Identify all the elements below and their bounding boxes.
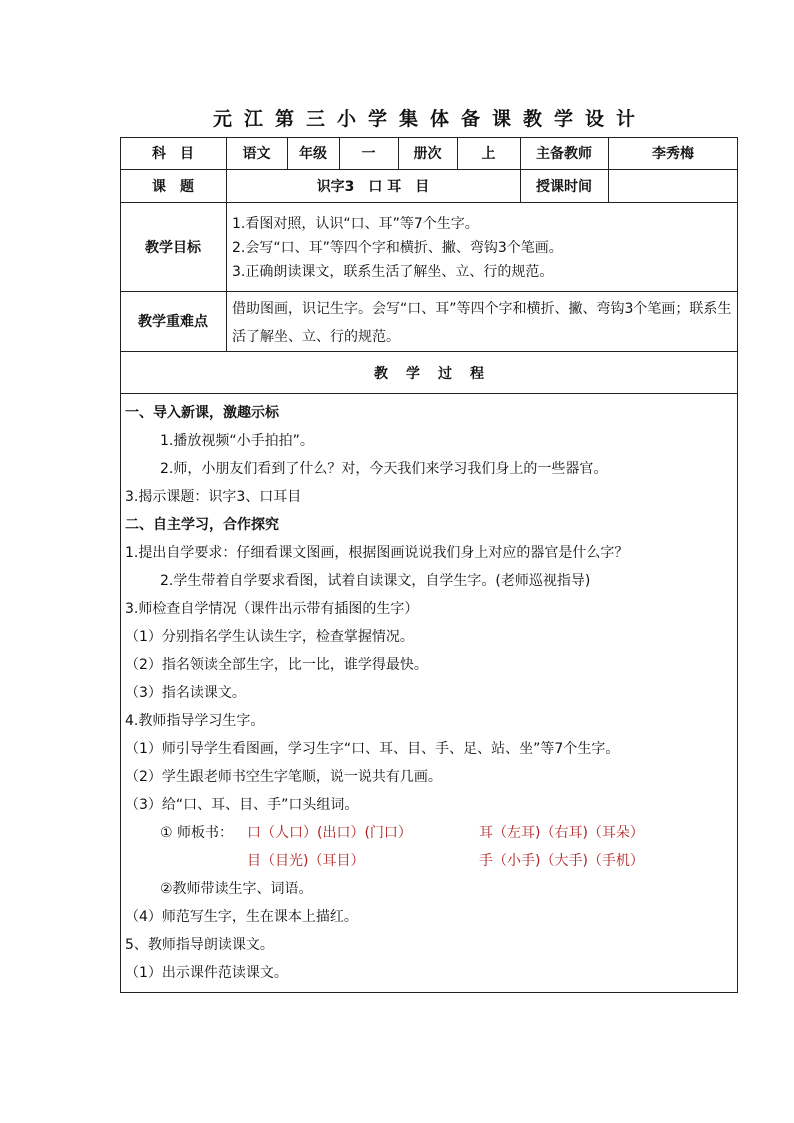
process-line: （3）指名读课文。	[125, 685, 246, 701]
process-line: 3.师检查自学情况（课件出示带有插图的生字）	[125, 601, 419, 617]
volume-value: 上	[481, 146, 496, 162]
process-line: （2）指名领读全部生字，比一比，谁学得最快。	[125, 657, 428, 673]
board-word-shou: 手（小手)（大手)（手机）	[479, 853, 644, 869]
process-title: 教学过程	[374, 366, 502, 382]
process-line: （1）师引导学生看图画，学习生字“口、耳、目、手、足、站、坐”等7个生字。	[125, 741, 620, 757]
process-line: 3.揭示课题：识字3、口耳目	[125, 489, 302, 505]
process-line: 2.师，小朋友们看到了什么？对，今天我们来学习我们身上的一些器官。	[160, 461, 608, 477]
process-line: （3）给“口、耳、目、手”口头组词。	[125, 797, 359, 813]
board-word-mu: 目（目光)（耳目）	[247, 853, 365, 869]
volume-label: 册次	[413, 146, 442, 162]
process-line: 1.提出自学要求：仔细看课文图画，根据图画说说我们身上对应的器官是什么字？	[125, 545, 629, 561]
section-heading: 一、导入新课，激趣示标	[125, 405, 279, 421]
topic-value: 识字3 口 耳 目	[316, 178, 430, 195]
teacher-value: 李秀梅	[652, 146, 694, 162]
board-prefix: ① 师板书：	[160, 825, 234, 841]
subject-label: 科 目	[152, 146, 194, 162]
process-line: （1）分别指名学生认读生字，检查掌握情况。	[125, 629, 414, 645]
goal-item: 3.正确朗读课文，联系生活了解坐、立、行的规范。	[232, 264, 554, 280]
process-line: ②教师带读生字、词语。	[160, 881, 313, 897]
process-line: （1）出示课件范读课文。	[125, 965, 288, 981]
board-word-er: 耳（左耳)（右耳)（耳朵）	[479, 825, 644, 841]
process-line: 4.教师指导学习生字。	[125, 713, 265, 729]
goal-item: 2.会写“口、耳”等四个字和横折、撇、弯钩3个笔画。	[232, 240, 563, 256]
page-title: 元江第三小学集体备课教学设计	[212, 108, 647, 130]
goal-item: 1.看图对照，认识“口、耳”等7个生字。	[232, 216, 479, 232]
time-value	[608, 169, 738, 202]
subject-value: 语文	[242, 146, 271, 162]
process-line: 2.学生带着自学要求看图，试着自读课文，自学生字。(老师巡视指导)	[160, 573, 591, 589]
difficulty-label: 教学重难点	[138, 314, 208, 330]
grade-value: 一	[361, 146, 376, 162]
section-heading: 二、自主学习，合作探究	[125, 517, 279, 533]
topic-label: 课 题	[152, 178, 194, 195]
grade-label: 年级	[299, 146, 327, 162]
difficulty-text: 借助图画，识记生字。会写“口、耳”等四个字和横折、撇、弯钩3个笔画；联系生活了解坐、立、行的规范。	[232, 301, 732, 345]
time-label: 授课时间	[536, 178, 592, 195]
teacher-label: 主备教师	[536, 146, 592, 162]
process-line: （2）学生跟老师书空生字笔顺，说一说共有几画。	[125, 769, 442, 785]
goals-label: 教学目标	[145, 239, 201, 256]
process-line: 5、教师指导朗读课文。	[125, 937, 274, 953]
process-line: （4）师范写生字，生在课本上描红。	[125, 909, 358, 925]
process-line: 1.播放视频“小手拍拍”。	[160, 433, 314, 449]
board-word-kou: 口（人口）(出口）(门口）	[247, 825, 412, 841]
